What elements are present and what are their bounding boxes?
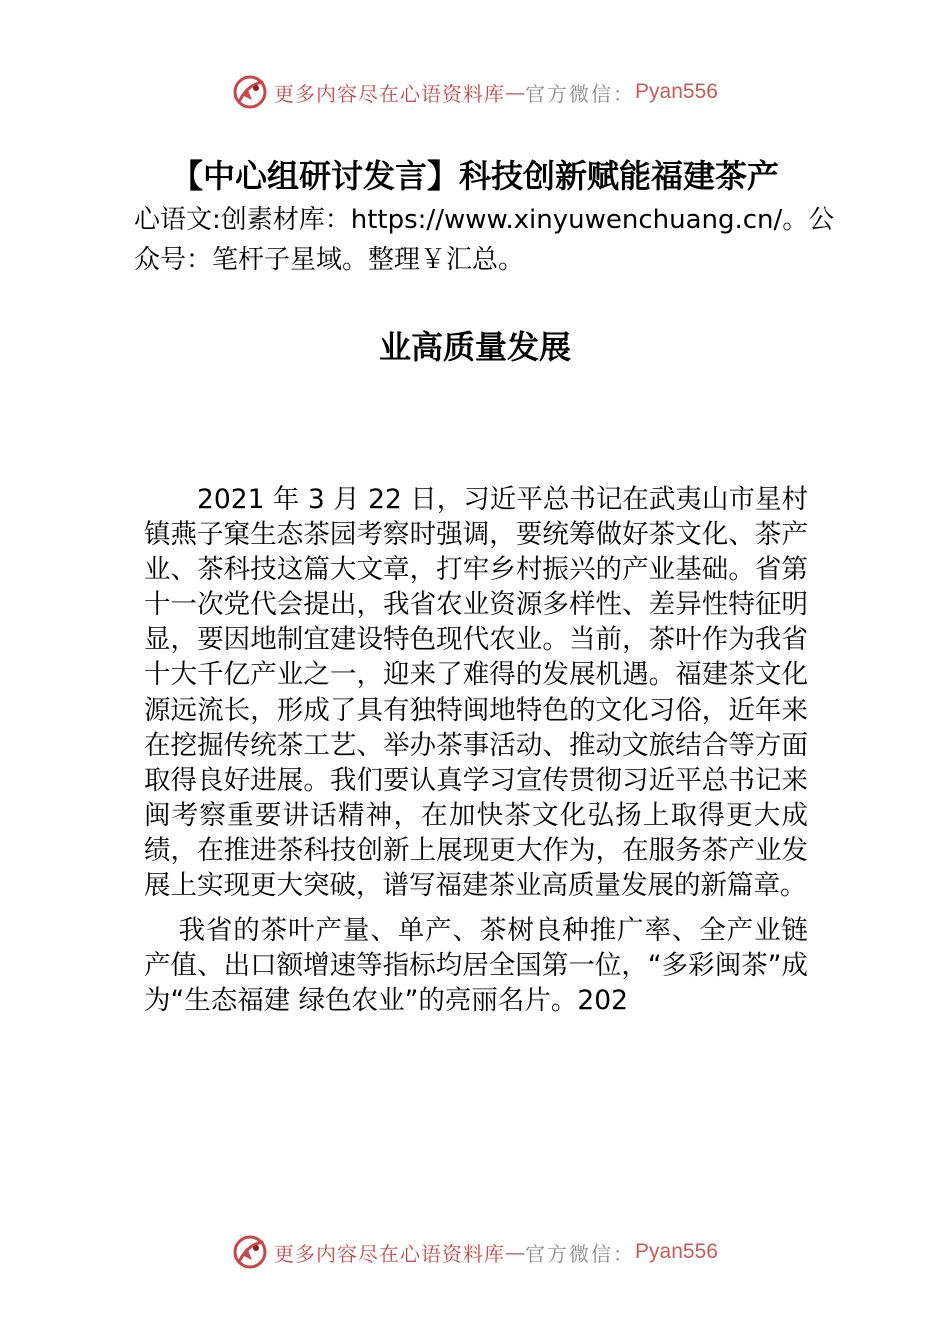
banner-wechat-label: 官方微信： <box>525 1241 636 1266</box>
footer-banner <box>0 1230 950 1274</box>
body-paragraph-2: 我省的茶叶产量、单产、茶树良种推广率、全产业链产值、出口额增速等指标均居全国第一位，“多彩闽茶”成为“生态福建 绿色农业”的亮丽名片。202 <box>144 915 808 1017</box>
banner-wechat-id: Pyan556 <box>635 80 718 103</box>
xinyu-logo-icon <box>232 1234 268 1270</box>
banner-separator: — <box>505 80 526 104</box>
header-banner <box>0 70 950 114</box>
document-title-line2: 业高质量发展 <box>378 328 571 366</box>
body-paragraph-1: 2021 年 3 月 22 日，习近平总书记在武夷山市星村镇燕子窠生态茶园考察时强调，要统筹做好茶文化、茶产业、茶科技这篇大文章，打牢乡村振兴的产业基础。省第十一次党代会提出，我省农业资源多样性、差异性特征明显，要因地制宜建设特色现代农业。当前，茶叶作为我省十大千亿产业之一，迎来了难得的发展机遇。福建茶文化源远流长，形成了具有独特闽地特色的文化习俗，近年来在挖掘传统茶工艺、举办茶事活动、推动文旅结合等方面取得良好进展。我们要认真学习宣传贯彻习近平总书记来闽考察重要讲话精神，在加快茶文化弘扬上取得更大成绩，在推进茶科技创新上展现更大作为，在服务茶产业发展上实现更大突破，谱写福建茶业高质量发展的新篇章。 <box>144 484 808 902</box>
banner-site-text: 更多内容尽在心语资料库 <box>274 81 506 106</box>
banner-separator: — <box>505 1240 526 1264</box>
document-title-line1: 【中心组研讨发言】科技创新赋能福建茶产 <box>170 157 779 195</box>
xinyu-logo-icon <box>232 74 268 110</box>
banner-wechat-label: 官方微信： <box>525 81 636 106</box>
watermark-text: 心语文:创素材库：https://www.xinyuwenchuang.cn/。公众号：笔杆子星域。整理￥汇总。 <box>134 205 835 275</box>
banner-site-text: 更多内容尽在心语资料库 <box>274 1241 506 1266</box>
document-body <box>144 482 808 1028</box>
banner-wechat-id: Pyan556 <box>635 1240 718 1263</box>
